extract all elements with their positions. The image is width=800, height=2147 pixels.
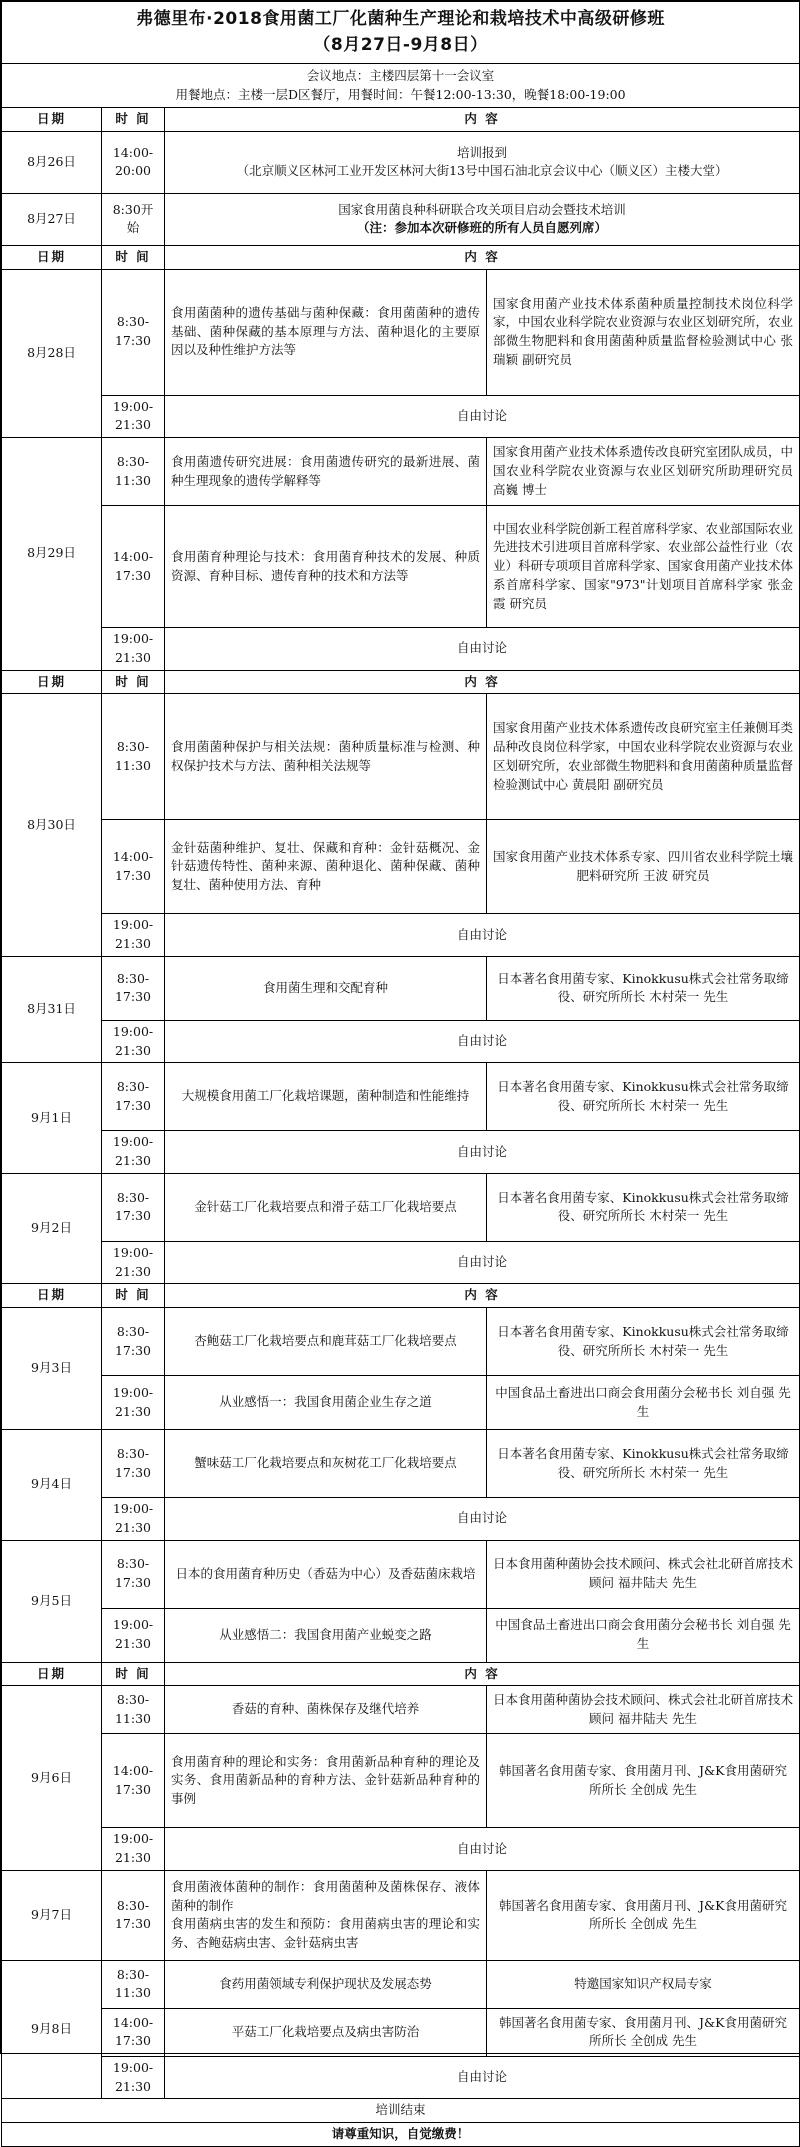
session-time: 14:00-17:30	[102, 1734, 165, 1828]
session-speaker: 特邀国家知识产权局专家	[487, 1960, 800, 2008]
day-date: 9月1日	[2, 1063, 102, 1174]
session-time: 19:00-21:30	[102, 1498, 165, 1541]
header-topic: 内 容	[165, 1662, 800, 1686]
free-discussion: 自由讨论	[165, 395, 800, 438]
opening-content-line1: 国家食用菌良种科研联合攻关项目启动会暨技术培训	[338, 201, 626, 217]
session-time: 8:30-17:30	[102, 269, 165, 395]
header-content: 内 容	[165, 108, 800, 132]
session-speaker: 国家食用菌产业技术体系遗传改良研究室主任兼侧耳类品种改良岗位科学家，中国农业科学院农业资源与农业区划研究所，农业部微生物肥料和食用菌菌种质量监督检验测试中心 黄晨阳 副研究员	[487, 694, 800, 820]
session-topic: 食用菌育种理论与技术：食用菌育种技术的发展、种质资源、育种目标、遗传育种的技术和方法等	[165, 506, 487, 628]
session-topic: 杏鲍菇工厂化栽培要点和鹿茸菇工厂化栽培要点	[165, 1308, 487, 1376]
session-time: 19:00-21:30	[102, 1131, 165, 1174]
session-time: 19:00-21:30	[102, 628, 165, 671]
session-speaker: 日本著名食用菌专家、Kinokkusu株式会社常务取缔役、研究所所长 木村荣一 先生	[487, 1308, 800, 1376]
session-speaker: 日本著名食用菌专家、Kinokkusu株式会社常务取缔役、研究所所长 木村荣一 先生	[487, 1063, 800, 1131]
free-discussion: 自由讨论	[165, 1131, 800, 1174]
session-time: 8:30-17:30	[102, 1870, 165, 1960]
session-speaker: 日本食用菌种菌协会技术顾问、株式会社北研首席技术顾问 福井陆夫 先生	[487, 1686, 800, 1734]
opening-content-line2: （北京顺义区林河工业开发区林河大街13号中国石油北京会议中心（顺义区）主楼大堂）	[236, 163, 728, 179]
session-time: 19:00-21:30	[102, 2056, 165, 2099]
session-topic: 平菇工厂化栽培要点及病虫害防治	[165, 2008, 487, 2056]
opening-date: 8月27日	[2, 193, 102, 245]
day-date: 9月5日	[2, 1540, 102, 1662]
session-time: 8:30-11:30	[102, 438, 165, 506]
session-speaker: 日本著名食用菌专家、Kinokkusu株式会社常务取缔役、研究所所长 木村荣一 先生	[487, 956, 800, 1020]
session-topic: 食用菌菌种保护与相关法规：菌种质量标准与检测、种权保护技术与方法、菌种相关法规等	[165, 694, 487, 820]
session-speaker: 国家食用菌产业技术体系专家、四川省农业科学院土壤肥料研究所 王波 研究员	[487, 820, 800, 914]
day-date: 8月30日	[2, 694, 102, 957]
session-topic: 从业感悟二：我国食用菌产业蜕变之路	[165, 1608, 487, 1662]
free-discussion: 自由讨论	[165, 1241, 800, 1284]
header-time: 时 间	[102, 1662, 165, 1686]
day-date: 9月7日	[2, 1870, 102, 1960]
session-time: 8:30-11:30	[102, 1686, 165, 1734]
session-speaker: 中国食品土畜进出口商会食用菌分会秘书长 刘自强 先生	[487, 1376, 800, 1430]
header-date: 日期	[2, 108, 102, 132]
session-topic: 金针菇菌种维护、复壮、保藏和育种：金针菇概况、金针菇遗传特性、菌种来源、菌种退化、菌种保藏、菌种复壮、菌种使用方法、育种	[165, 820, 487, 914]
day-date: 9月2日	[2, 1173, 102, 1284]
page-title-line1: 弗德里布·2018食用菌工厂化菌种生产理论和栽培技术中高级研修班	[136, 9, 665, 29]
free-discussion: 自由讨论	[165, 628, 800, 671]
day-date: 9月3日	[2, 1308, 102, 1430]
session-topic: 大规模食用菌工厂化栽培课题，菌种制造和性能维持	[165, 1063, 487, 1131]
opening-content-line1: 培训报到	[457, 144, 508, 160]
session-topic: 食用菌生理和交配育种	[165, 956, 487, 1020]
header-date: 日期	[2, 670, 102, 694]
header-topic: 内 容	[165, 245, 800, 269]
session-speaker: 国家食用菌产业技术体系菌种质量控制技术岗位科学家，中国农业科学院农业资源与农业区划研究所，农业部微生物肥料和食用菌菌种质量监督检验测试中心 张瑞颖 副研究员	[487, 269, 800, 395]
session-topic: 日本的食用菌育种历史（香菇为中心）及香菇菌床栽培	[165, 1540, 487, 1608]
session-speaker: 韩国著名食用菌专家、食用菌月刊、J&K食用菌研究所所长 全创成 先生	[487, 1734, 800, 1828]
session-topic: 金针菇工厂化栽培要点和滑子菇工厂化栽培要点	[165, 1173, 487, 1241]
page-title	[2, 2, 800, 64]
session-time: 8:30-17:30	[102, 1173, 165, 1241]
session-topic: 食用菌育种的理论和实务：食用菌新品种育种的理论及实务、食用菌新品种的育种方法、金针菇新品种育种的事例	[165, 1734, 487, 1828]
training-end: 培训结束	[2, 2099, 800, 2123]
session-time: 19:00-21:30	[102, 1608, 165, 1662]
header-date: 日期	[2, 1662, 102, 1686]
opening-date: 8月26日	[2, 131, 102, 193]
schedule-table	[1, 1, 800, 2147]
session-time: 8:30-11:30	[102, 694, 165, 820]
session-time: 19:00-21:30	[102, 1020, 165, 1063]
session-topic: 食用菌遗传研究进展：食用菌遗传研究的最新进展、菌种生理现象的遗传学解释等	[165, 438, 487, 506]
session-time: 8:30-17:30	[102, 1063, 165, 1131]
free-discussion: 自由讨论	[165, 2056, 800, 2099]
session-time: 19:00-21:30	[102, 395, 165, 438]
free-discussion: 自由讨论	[165, 1020, 800, 1063]
header-topic: 内 容	[165, 1284, 800, 1308]
header-time: 时 间	[102, 1284, 165, 1308]
session-speaker: 韩国著名食用菌专家、食用菌月刊、J&K食用菌研究所所长 全创成 先生	[487, 2008, 800, 2056]
venue-info-line2: 用餐地点：主楼一层D区餐厅，用餐时间：午餐12:00-13:30，晚餐18:00-19:00	[175, 86, 626, 102]
day-date: 8月31日	[2, 956, 102, 1063]
day-date: 8月28日	[2, 269, 102, 438]
session-speaker: 国家食用菌产业技术体系遗传改良研究室团队成员，中国农业科学院农业资源与农业区划研究所助理研究员 高巍 博士	[487, 438, 800, 506]
free-discussion: 自由讨论	[165, 1498, 800, 1541]
session-topic: 食用菌菌种的遗传基础与菌种保藏：食用菌菌种的遗传基础、菌种保藏的基本原理与方法、菌种退化的主要原因以及种性维护方法等	[165, 269, 487, 395]
session-time: 14:00-17:30	[102, 506, 165, 628]
session-speaker: 韩国著名食用菌专家、食用菌月刊、J&K食用菌研究所所长 全创成 先生	[487, 1870, 800, 1960]
session-time: 8:30-17:30	[102, 1540, 165, 1608]
header-time: 时 间	[102, 670, 165, 694]
session-time: 8:30-17:30	[102, 1308, 165, 1376]
venue-info-line1: 会议地点：主楼四层第十一会议室	[306, 67, 495, 83]
payment-notice: 请尊重知识，自觉缴费！	[2, 2123, 800, 2147]
opening-content	[165, 131, 800, 193]
session-speaker: 日本著名食用菌专家、Kinokkusu株式会社常务取缔役、研究所所长 木村荣一 先生	[487, 1173, 800, 1241]
header-date: 日期	[2, 1284, 102, 1308]
header-time: 时 间	[102, 245, 165, 269]
venue-info	[2, 64, 800, 108]
session-time: 19:00-21:30	[102, 1828, 165, 1871]
page-title-line2: （8月27日-9月8日）	[313, 34, 488, 55]
opening-time: 8:30开始	[102, 193, 165, 245]
session-time: 14:00-17:30	[102, 820, 165, 914]
header-time: 时 间	[102, 108, 165, 132]
opening-content-line2: （注：参加本次研修班的所有人员自愿列席）	[357, 220, 608, 236]
opening-content	[165, 193, 800, 245]
session-time: 19:00-21:30	[102, 1241, 165, 1284]
day-date: 8月29日	[2, 438, 102, 671]
day-date: 9月6日	[2, 1686, 102, 1871]
session-topic: 食药用菌领域专利保护现状及发展态势	[165, 1960, 487, 2008]
free-discussion: 自由讨论	[165, 914, 800, 957]
session-time: 8:30-17:30	[102, 1430, 165, 1498]
session-time: 8:30-17:30	[102, 956, 165, 1020]
session-topic	[165, 1870, 487, 1960]
session-topic-line1: 食用菌液体菌种的制作：食用菌菌种及菌株保存、液体菌种的制作	[171, 1878, 480, 1913]
session-speaker: 日本食用菌种菌协会技术顾问、株式会社北研首席技术顾问 福井陆夫 先生	[487, 1540, 800, 1608]
day-date: 9月8日	[2, 1960, 102, 2099]
session-topic: 从业感悟一：我国食用菌企业生存之道	[165, 1376, 487, 1430]
session-topic-line2: 食用菌病虫害的发生和预防：食用菌病虫害的理论和实务、杏鲍菇病虫害、金针菇病虫害	[171, 1916, 480, 1950]
day-date: 9月4日	[2, 1430, 102, 1541]
session-speaker: 中国食品土畜进出口商会食用菌分会秘书长 刘自强 先生	[487, 1608, 800, 1662]
free-discussion: 自由讨论	[165, 1828, 800, 1871]
opening-time: 14:00-20:00	[102, 131, 165, 193]
header-date: 日期	[2, 245, 102, 269]
session-speaker: 日本著名食用菌专家、Kinokkusu株式会社常务取缔役、研究所所长 木村荣一 先生	[487, 1430, 800, 1498]
session-time: 8:30-11:30	[102, 1960, 165, 2008]
session-time: 19:00-21:30	[102, 1376, 165, 1430]
session-topic: 蟹味菇工厂化栽培要点和灰树花工厂化栽培要点	[165, 1430, 487, 1498]
session-time: 14:00-17:30	[102, 2008, 165, 2056]
session-speaker: 中国农业科学院创新工程首席科学家、农业部国际农业先进技术引进项目首席科学家、农业部公益性行业（农业）科研专项项目首席科学家、国家食用菌产业技术体系首席科学家、国家"973"计划项目首席科学家 张金霞 研究员	[487, 506, 800, 628]
header-topic: 内 容	[165, 670, 800, 694]
session-topic: 香菇的育种、菌株保存及继代培养	[165, 1686, 487, 1734]
session-time: 19:00-21:30	[102, 914, 165, 957]
